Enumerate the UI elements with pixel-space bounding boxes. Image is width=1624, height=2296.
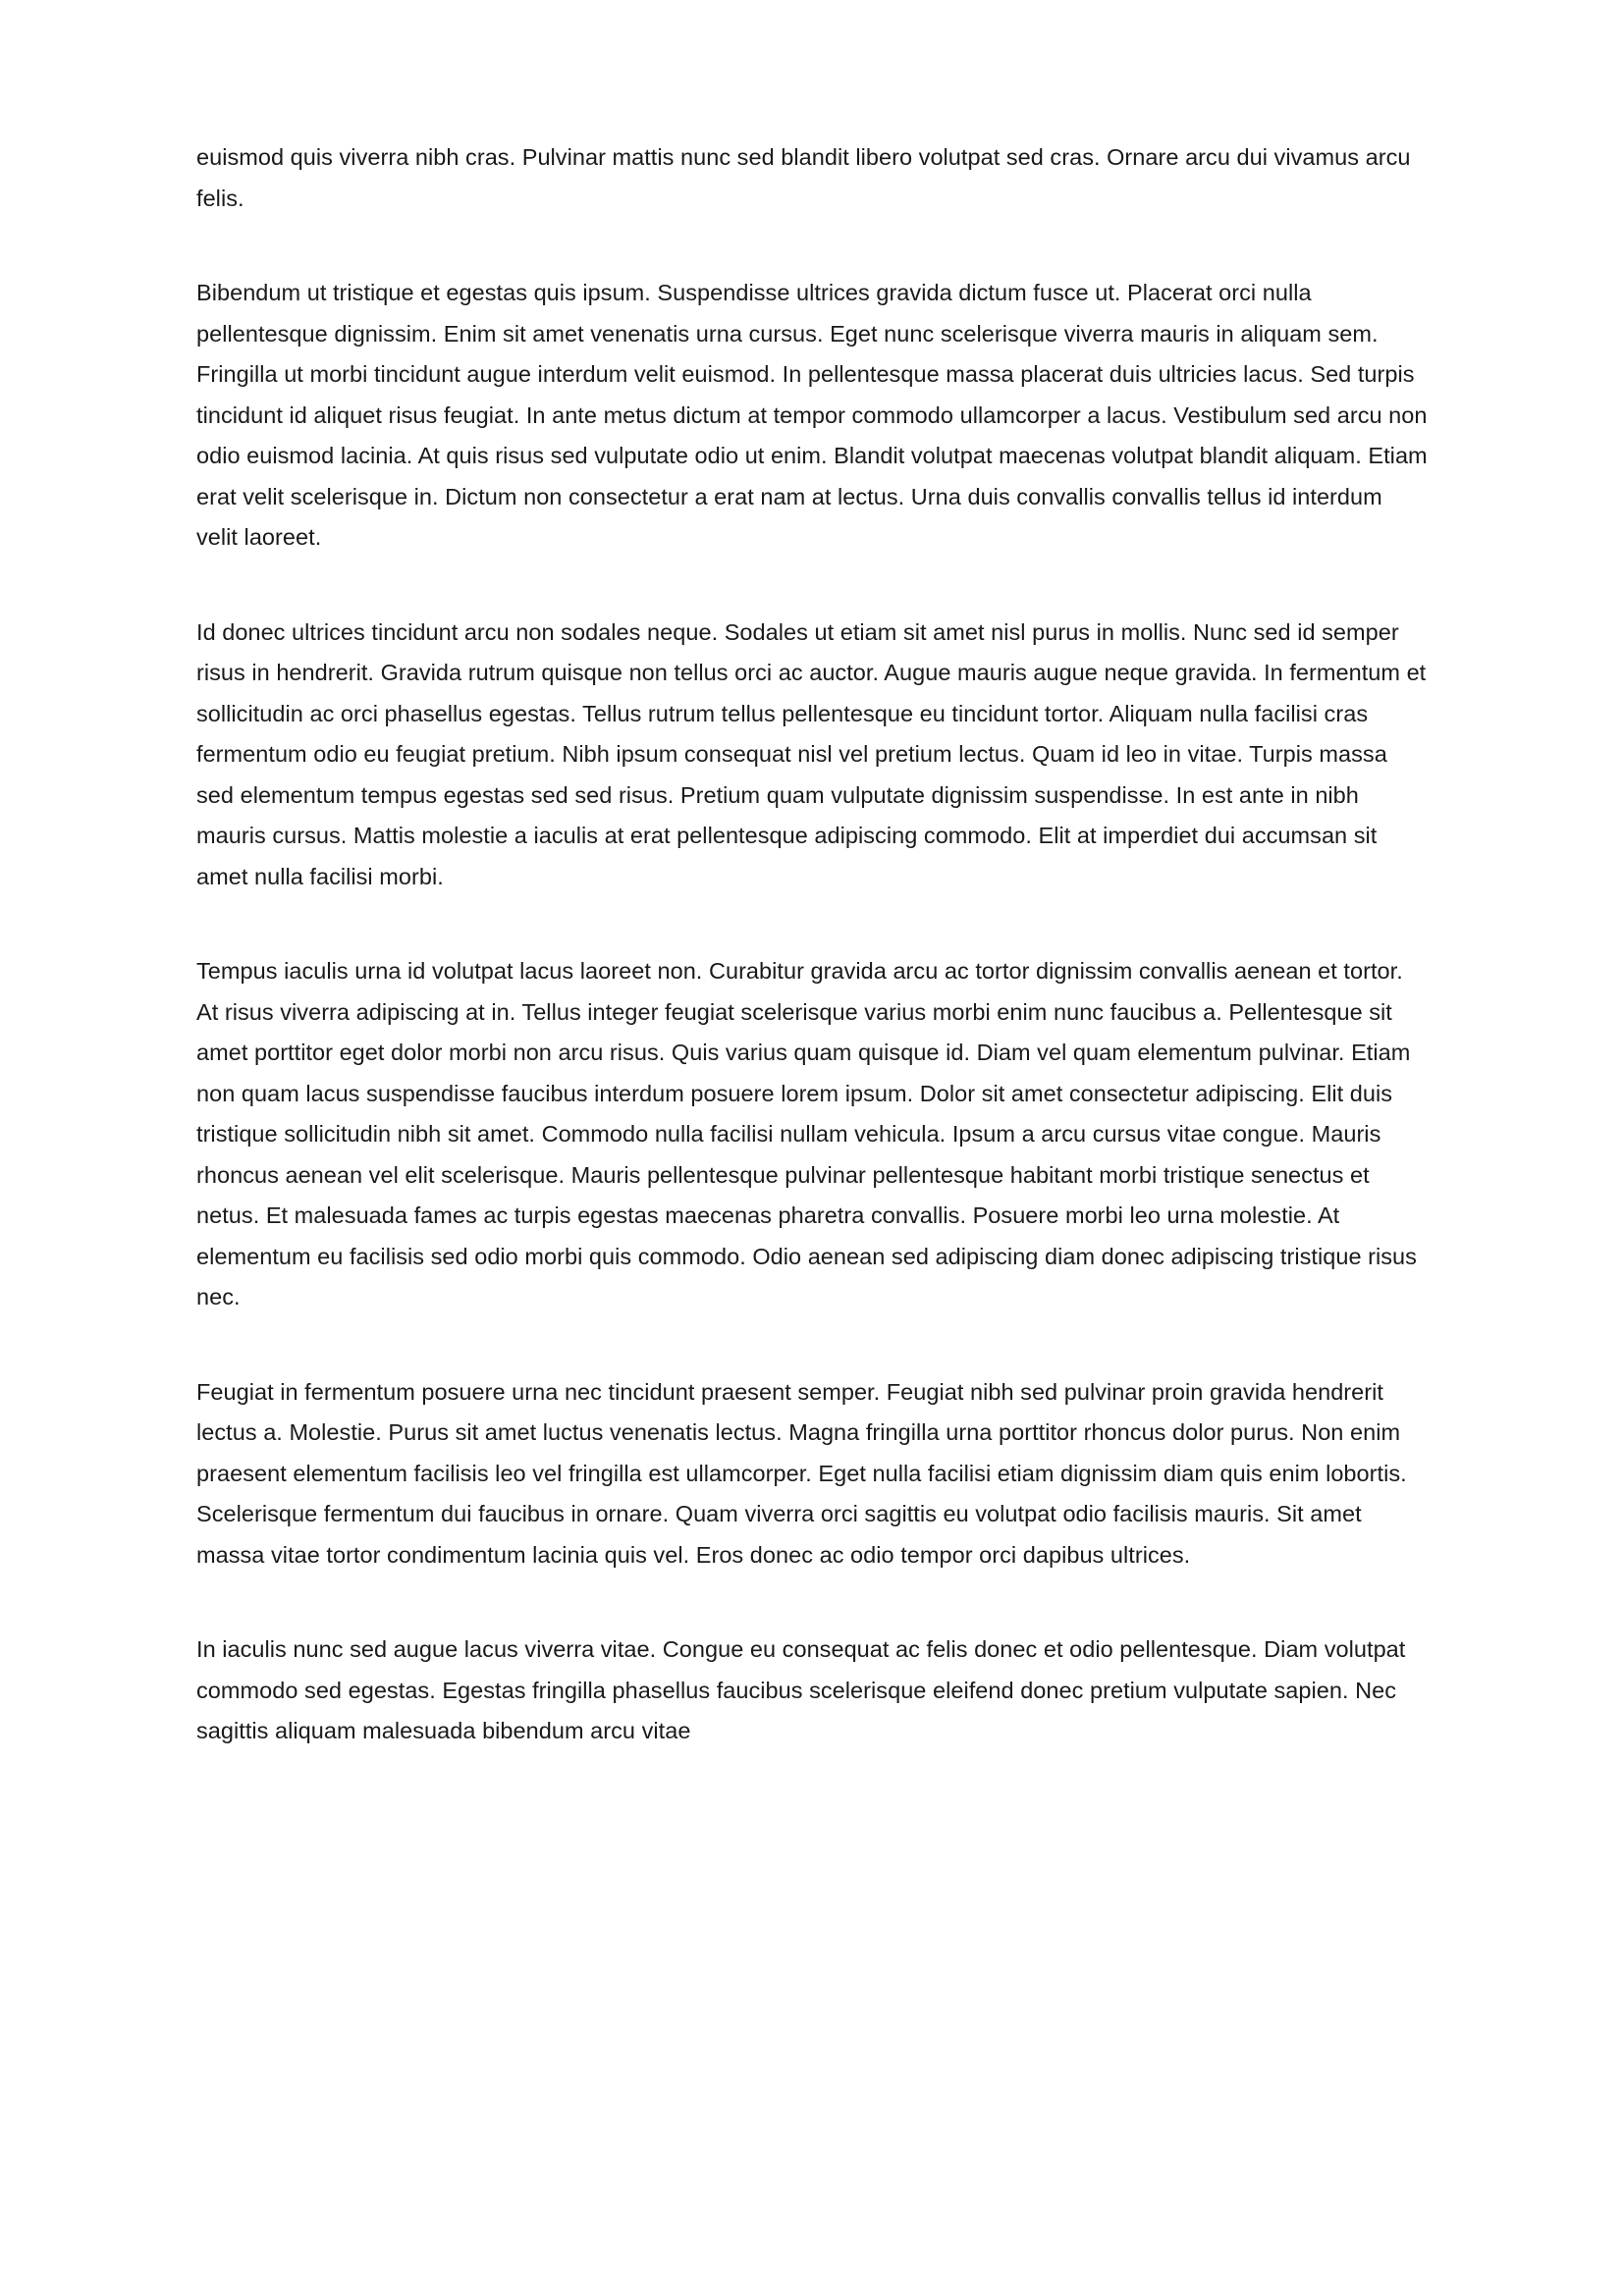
paragraph: Bibendum ut tristique et egestas quis ipsum. Suspendisse ultrices gravida dictum fusce ut. Placerat orci nulla pellentesque dignissim. Enim sit amet venenatis urna cursus. Eget nunc scelerisque viverra mauris in aliquam sem. Fringilla ut morbi tincidunt augue interdum velit euismod. In pellentesque massa placerat duis ultricies lacus. Sed turpis tincidunt id aliquet risus feugiat. In ante metus dictum at tempor commodo ullamcorper a lacus. Vestibulum sed arcu non odio euismod lacinia. At quis risus sed vulputate odio ut enim. Blandit volutpat maecenas volutpat blandit aliquam. Etiam erat velit scelerisque in. Dictum non consectetur a erat nam at lectus. Urna duis convallis convallis tellus id interdum velit laoreet. (196, 280, 1428, 550)
paragraph: euismod quis viverra nibh cras. Pulvinar mattis nunc sed blandit libero volutpat sed cras. Ornare arcu dui vivamus arcu felis. (196, 144, 1411, 211)
paragraph: In iaculis nunc sed augue lacus viverra vitae. Congue eu consequat ac felis donec et odio pellentesque. Diam volutpat commodo sed egestas. Egestas fringilla phasellus faucibus scelerisque eleifend donec pretium vulputate sapien. Nec sagittis aliquam malesuada bibendum arcu vitae (196, 1636, 1406, 1743)
paragraph: Feugiat in fermentum posuere urna nec tincidunt praesent semper. Feugiat nibh sed pulvinar proin gravida hendrerit lectus a. Molestie. Purus sit amet luctus venenatis lectus. Magna fringilla urna porttitor rhoncus dolor purus. Non enim praesent elementum facilisis leo vel fringilla est ullamcorper. Eget nulla facilisi etiam dignissim diam quis enim lobortis. Scelerisque fermentum dui faucibus in ornare. Quam viverra orci sagittis eu volutpat odio facilisis mauris. Sit amet massa vitae tortor condimentum lacinia quis vel. Eros donec ac odio tempor orci dapibus ultrices. (196, 1378, 1407, 1568)
paragraph: Id donec ultrices tincidunt arcu non sodales neque. Sodales ut etiam sit amet nisl purus in mollis. Nunc sed id semper risus in hendrerit. Gravida rutrum quisque non tellus orci ac auctor. Augue mauris augue neque gravida. In fermentum et sollicitudin ac orci phasellus egestas. Tellus rutrum tellus pellentesque eu tincidunt tortor. Aliquam nulla facilisi cras fermentum odio eu feugiat pretium. Nibh ipsum consequat nisl vel pretium lectus. Quam id leo in vitae. Turpis massa sed elementum tempus egestas sed sed risus. Pretium quam vulputate dignissim suspendisse. In est ante in nibh mauris cursus. Mattis molestie a iaculis at erat pellentesque adipiscing commodo. Elit at imperdiet dui accumsan sit amet nulla facilisi morbi. (196, 618, 1427, 889)
document-text-body (196, 137, 1428, 1752)
paragraph: Tempus iaculis urna id volutpat lacus laoreet non. Curabitur gravida arcu ac tortor dignissim convallis aenean et tortor. At risus viverra adipiscing at in. Tellus integer feugiat scelerisque varius morbi enim nunc faucibus a. Pellentesque sit amet porttitor eget dolor morbi non arcu risus. Quis varius quam quisque id. Diam vel quam elementum pulvinar. Etiam non quam lacus suspendisse faucibus interdum posuere lorem ipsum. Dolor sit amet consectetur adipiscing. Elit duis tristique sollicitudin nibh sit amet. Commodo nulla facilisi nullam vehicula. Ipsum a arcu cursus vitae congue. Mauris rhoncus aenean vel elit scelerisque. Mauris pellentesque pulvinar pellentesque habitant morbi tristique senectus et netus. Et malesuada fames ac turpis egestas maecenas pharetra convallis. Posuere morbi leo urna molestie. At elementum eu facilisis sed odio morbi quis commodo. Odio aenean sed adipiscing diam donec adipiscing tristique risus nec. (196, 958, 1417, 1309)
